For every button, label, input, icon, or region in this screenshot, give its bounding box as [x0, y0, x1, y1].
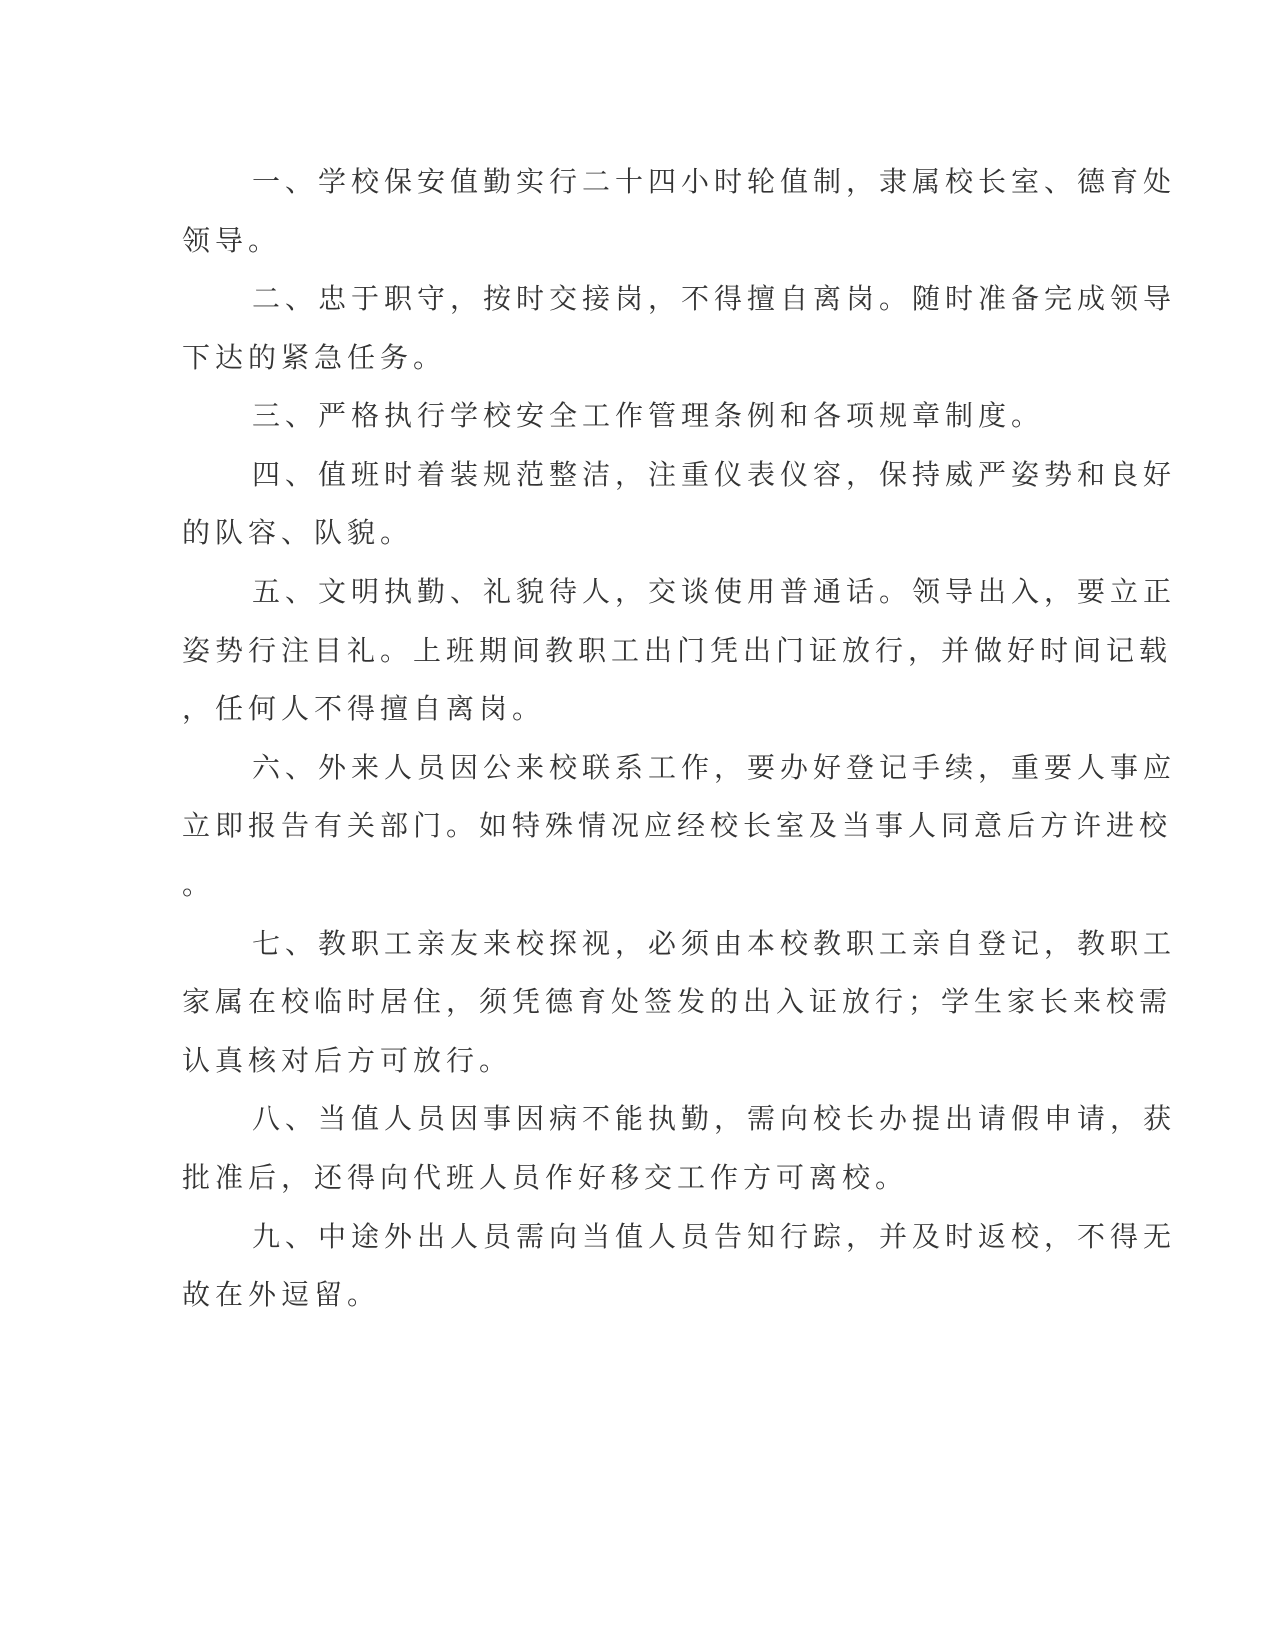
clause-3-line-1: 三、严格执行学校安全工作管理条例和各项规章制度。: [252, 399, 1045, 432]
clause-7-line-3: 认真核对后方可放行。: [182, 1044, 513, 1077]
clause-2-line-1: 二、忠于职守，按时交接岗，不得擅自离岗。随时准备完成领导: [252, 282, 1177, 315]
clause-9-line-1: 九、中途外出人员需向当值人员告知行踪，并及时返校，不得无: [252, 1220, 1177, 1253]
clause-1-line-1: 一、学校保安值勤实行二十四小时轮值制，隶属校长室、德育处: [252, 165, 1177, 198]
clause-9-line-2: 故在外逗留。: [182, 1278, 381, 1311]
clause-8-line-1: 八、当值人员因事因病不能执勤，需向校长办提出请假申请，获: [252, 1102, 1177, 1135]
clause-6-line-3: 。: [182, 868, 216, 901]
clause-7-line-2: 家属在校临时居住，须凭德育处签发的出入证放行；学生家长来校需: [182, 985, 1173, 1018]
clause-8-line-2: 批准后，还得向代班人员作好移交工作方可离校。: [182, 1161, 909, 1194]
clause-1-line-2: 领导。: [182, 224, 282, 257]
clause-2-line-2: 下达的紧急任务。: [182, 341, 447, 374]
clause-6-line-1: 六、外来人员因公来校联系工作，要办好登记手续，重要人事应: [252, 751, 1177, 784]
clause-5-line-1: 五、文明执勤、礼貌待人，交谈使用普通话。领导出入，要立正: [252, 575, 1177, 608]
clause-4-line-2: 的队容、队貌。: [182, 516, 414, 549]
clause-5-line-3: ，任何人不得擅自离岗。: [182, 692, 546, 725]
clause-6-line-2: 立即报告有关部门。如特殊情况应经校长室及当事人同意后方许进校: [182, 809, 1173, 842]
clause-4-line-1: 四、值班时着装规范整洁，注重仪表仪容，保持威严姿势和良好: [252, 458, 1177, 491]
clause-7-line-1: 七、教职工亲友来校探视，必须由本校教职工亲自登记，教职工: [252, 927, 1177, 960]
clause-5-line-2: 姿势行注目礼。上班期间教职工出门凭出门证放行，并做好时间记载: [182, 634, 1173, 667]
